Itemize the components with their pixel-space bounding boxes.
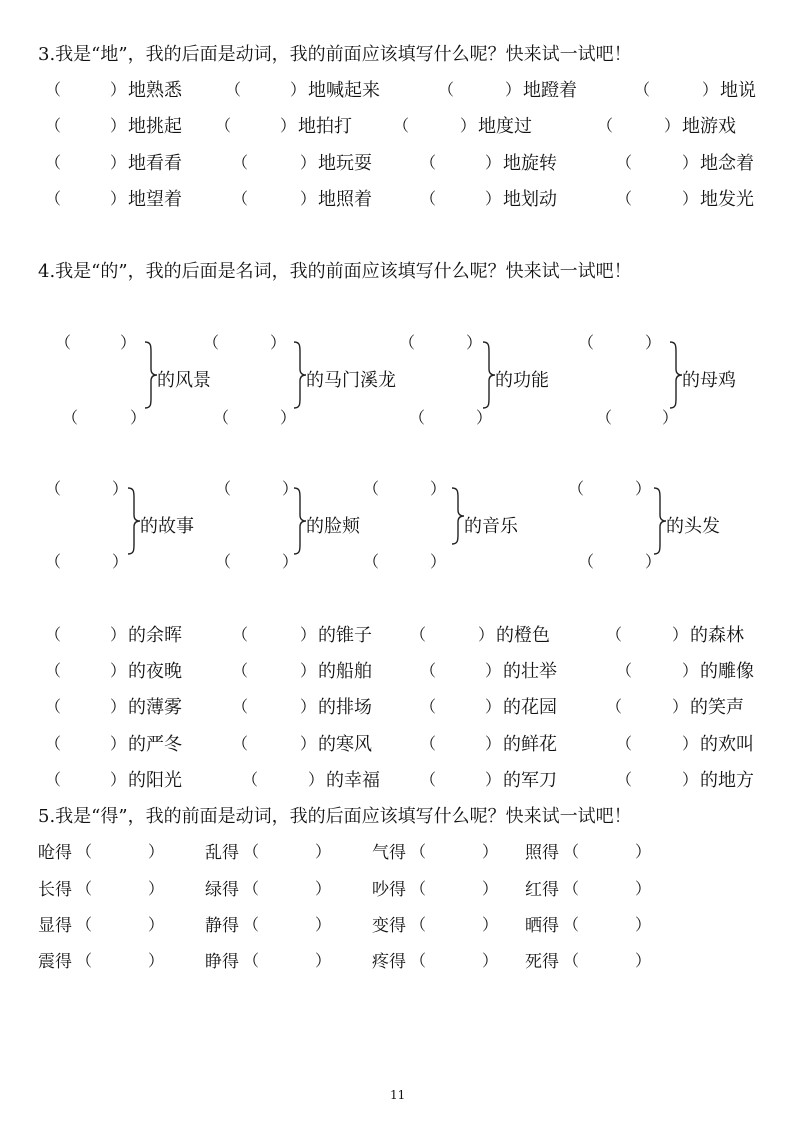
answer-blank[interactable] bbox=[248, 149, 302, 171]
q5-word: 震得 bbox=[38, 952, 72, 972]
blank-close-paren: ） bbox=[702, 80, 719, 99]
answer-blank[interactable] bbox=[612, 405, 664, 427]
answer-blank[interactable] bbox=[581, 875, 633, 897]
blank-close-paren: ） bbox=[282, 552, 299, 571]
blank-close-paren: ） bbox=[682, 153, 699, 172]
q3-word: 地度过 bbox=[478, 116, 532, 137]
blank-close-paren: ） bbox=[130, 408, 147, 427]
blank-open-paren: （ bbox=[563, 915, 580, 934]
answer-blank[interactable] bbox=[78, 405, 132, 427]
blank-close-paren: ） bbox=[672, 697, 689, 716]
blank-open-paren: （ bbox=[409, 408, 426, 427]
answer-blank[interactable] bbox=[622, 621, 674, 643]
blank-open-paren: （ bbox=[410, 842, 427, 861]
q4-word: 的笑声 bbox=[690, 697, 744, 718]
q5-word: 睁得 bbox=[205, 952, 239, 972]
q5-word: 红得 bbox=[525, 880, 559, 900]
blank-close-paren: ） bbox=[282, 479, 299, 498]
answer-blank[interactable] bbox=[61, 112, 112, 134]
answer-blank[interactable] bbox=[622, 693, 674, 715]
answer-blank[interactable] bbox=[61, 730, 112, 752]
answer-blank[interactable] bbox=[231, 476, 284, 498]
blank-open-paren: （ bbox=[45, 479, 62, 498]
blank-open-paren: （ bbox=[232, 189, 249, 208]
answer-blank[interactable] bbox=[454, 76, 507, 98]
blank-open-paren: （ bbox=[215, 552, 232, 571]
answer-blank[interactable] bbox=[632, 766, 684, 788]
answer-blank[interactable] bbox=[94, 875, 146, 897]
answer-blank[interactable] bbox=[61, 549, 114, 571]
blank-open-paren: （ bbox=[420, 153, 437, 172]
blank-close-paren: ） bbox=[110, 116, 127, 135]
blank-close-paren: ） bbox=[315, 879, 332, 898]
blank-close-paren: ） bbox=[148, 842, 165, 861]
blank-close-paren: ） bbox=[290, 80, 307, 99]
blank-close-paren: ） bbox=[315, 842, 332, 861]
q4-word: 的余晖 bbox=[128, 625, 182, 646]
blank-open-paren: （ bbox=[410, 879, 427, 898]
answer-blank[interactable] bbox=[61, 185, 112, 207]
q4-word: 的锥子 bbox=[318, 625, 372, 646]
blank-close-paren: ） bbox=[466, 333, 483, 352]
q3-title: 3.我是“地”，我的后面是动词，我的前面应该填写什么呢？快来试一试吧！ bbox=[38, 44, 632, 65]
q4-word: 的军刀 bbox=[503, 770, 557, 791]
answer-blank[interactable] bbox=[632, 657, 684, 679]
q3-word: 地照着 bbox=[318, 189, 372, 210]
blank-close-paren: ） bbox=[635, 951, 652, 970]
q5-word: 吵得 bbox=[372, 880, 406, 900]
answer-blank[interactable] bbox=[94, 911, 146, 933]
q4-word: 的森林 bbox=[690, 625, 744, 646]
q3-word: 地说 bbox=[720, 80, 756, 101]
answer-blank[interactable] bbox=[61, 149, 112, 171]
answer-blank[interactable] bbox=[241, 76, 292, 98]
blank-close-paren: ） bbox=[112, 552, 129, 571]
answer-blank[interactable] bbox=[61, 621, 112, 643]
blank-open-paren: （ bbox=[243, 842, 260, 861]
blank-open-paren: （ bbox=[45, 734, 62, 753]
blank-open-paren: （ bbox=[215, 116, 232, 135]
answer-blank[interactable] bbox=[650, 76, 704, 98]
answer-blank[interactable] bbox=[379, 549, 432, 571]
blank-open-paren: （ bbox=[563, 879, 580, 898]
blank-open-paren: （ bbox=[616, 189, 633, 208]
blank-close-paren: ） bbox=[148, 915, 165, 934]
q3-word: 地挑起 bbox=[128, 116, 182, 137]
blank-open-paren: （ bbox=[45, 189, 62, 208]
blank-open-paren: （ bbox=[410, 625, 427, 644]
q3-word: 地熟悉 bbox=[128, 80, 182, 101]
q5-word: 照得 bbox=[525, 843, 559, 863]
blank-close-paren: ） bbox=[300, 153, 317, 172]
q5-title: 5.我是“得”，我的前面是动词，我的后面应该填写什么呢？快来试一试吧！ bbox=[38, 806, 632, 827]
blank-open-paren: （ bbox=[45, 552, 62, 571]
blank-close-paren: ） bbox=[110, 189, 127, 208]
answer-blank[interactable] bbox=[258, 766, 310, 788]
answer-blank[interactable] bbox=[436, 730, 487, 752]
blank-open-paren: （ bbox=[616, 153, 633, 172]
blank-open-paren: （ bbox=[242, 770, 259, 789]
blank-close-paren: ） bbox=[635, 479, 652, 498]
q5-word: 死得 bbox=[525, 952, 559, 972]
blank-open-paren: （ bbox=[76, 842, 93, 861]
brace-group-word: 的脸颊 bbox=[306, 516, 360, 537]
q4-word: 的幸福 bbox=[326, 770, 380, 791]
blank-close-paren: ） bbox=[300, 697, 317, 716]
q4-word: 的鲜花 bbox=[503, 734, 557, 755]
blank-open-paren: （ bbox=[243, 879, 260, 898]
brace-group-word: 的音乐 bbox=[464, 516, 518, 537]
blank-close-paren: ） bbox=[485, 661, 502, 680]
blank-close-paren: ） bbox=[300, 661, 317, 680]
q4-word: 的地方 bbox=[700, 770, 754, 791]
blank-open-paren: （ bbox=[410, 915, 427, 934]
blank-close-paren: ） bbox=[682, 770, 699, 789]
q3-word: 地念着 bbox=[700, 153, 754, 174]
answer-blank[interactable] bbox=[436, 766, 487, 788]
blank-close-paren: ） bbox=[110, 625, 127, 644]
blank-close-paren: ） bbox=[300, 625, 317, 644]
blank-open-paren: （ bbox=[203, 333, 220, 352]
blank-close-paren: ） bbox=[308, 770, 325, 789]
blank-close-paren: ） bbox=[485, 153, 502, 172]
answer-blank[interactable] bbox=[409, 112, 462, 134]
answer-blank[interactable] bbox=[581, 947, 633, 969]
blank-close-paren: ） bbox=[485, 189, 502, 208]
blank-open-paren: （ bbox=[616, 770, 633, 789]
q4-word: 的橙色 bbox=[496, 625, 550, 646]
blank-close-paren: ） bbox=[672, 625, 689, 644]
q3-word: 地拍打 bbox=[298, 116, 352, 137]
blank-close-paren: ） bbox=[635, 879, 652, 898]
blank-close-paren: ） bbox=[110, 770, 127, 789]
answer-blank[interactable] bbox=[248, 730, 302, 752]
q3-word: 地望着 bbox=[128, 189, 182, 210]
q4-word: 的阳光 bbox=[128, 770, 182, 791]
blank-open-paren: （ bbox=[578, 552, 595, 571]
blank-close-paren: ） bbox=[482, 915, 499, 934]
answer-blank[interactable] bbox=[379, 476, 432, 498]
q5-word: 晒得 bbox=[525, 916, 559, 936]
answer-blank[interactable] bbox=[632, 149, 684, 171]
answer-blank[interactable] bbox=[584, 476, 637, 498]
q4-word: 的寒风 bbox=[318, 734, 372, 755]
answer-blank[interactable] bbox=[61, 657, 112, 679]
blank-open-paren: （ bbox=[76, 915, 93, 934]
blank-close-paren: ） bbox=[482, 951, 499, 970]
answer-blank[interactable] bbox=[229, 405, 282, 427]
blank-close-paren: ） bbox=[280, 116, 297, 135]
q5-word: 呛得 bbox=[38, 843, 72, 863]
blank-open-paren: （ bbox=[232, 153, 249, 172]
q5-word: 绿得 bbox=[205, 880, 239, 900]
q4-title: 4.我是“的”，我的后面是名词，我的前面应该填写什么呢？快来试一试吧！ bbox=[38, 261, 632, 282]
blank-open-paren: （ bbox=[596, 408, 613, 427]
answer-blank[interactable] bbox=[428, 875, 480, 897]
q3-word: 地划动 bbox=[503, 189, 557, 210]
answer-blank[interactable] bbox=[61, 693, 112, 715]
answer-blank[interactable] bbox=[61, 766, 112, 788]
blank-close-paren: ） bbox=[430, 479, 447, 498]
answer-blank[interactable] bbox=[415, 330, 468, 352]
blank-close-paren: ） bbox=[635, 842, 652, 861]
q4-word: 的花园 bbox=[503, 697, 557, 718]
blank-open-paren: （ bbox=[563, 842, 580, 861]
blank-open-paren: （ bbox=[45, 625, 62, 644]
blank-open-paren: （ bbox=[45, 661, 62, 680]
blank-close-paren: ） bbox=[110, 153, 127, 172]
blank-open-paren: （ bbox=[55, 333, 72, 352]
blank-close-paren: ） bbox=[300, 734, 317, 753]
blank-open-paren: （ bbox=[597, 116, 614, 135]
answer-blank[interactable] bbox=[261, 947, 313, 969]
blank-open-paren: （ bbox=[420, 734, 437, 753]
q5-word: 疼得 bbox=[372, 952, 406, 972]
blank-close-paren: ） bbox=[664, 116, 681, 135]
answer-blank[interactable] bbox=[248, 657, 302, 679]
q4-word: 的严冬 bbox=[128, 734, 182, 755]
brace-group-word: 的母鸡 bbox=[682, 370, 736, 391]
q3-word: 地蹬着 bbox=[523, 80, 577, 101]
answer-blank[interactable] bbox=[248, 693, 302, 715]
blank-close-paren: ） bbox=[682, 734, 699, 753]
answer-blank[interactable] bbox=[436, 657, 487, 679]
blank-open-paren: （ bbox=[578, 333, 595, 352]
answer-blank[interactable] bbox=[261, 838, 313, 860]
blank-open-paren: （ bbox=[616, 734, 633, 753]
blank-open-paren: （ bbox=[393, 116, 410, 135]
blank-open-paren: （ bbox=[45, 80, 62, 99]
blank-open-paren: （ bbox=[243, 951, 260, 970]
blank-open-paren: （ bbox=[616, 661, 633, 680]
blank-close-paren: ） bbox=[482, 842, 499, 861]
q4-word: 的雕像 bbox=[700, 661, 754, 682]
q5-word: 显得 bbox=[38, 916, 72, 936]
blank-close-paren: ） bbox=[482, 879, 499, 898]
brace-group-word: 的功能 bbox=[495, 370, 549, 391]
q4-word: 的夜晚 bbox=[128, 661, 182, 682]
blank-open-paren: （ bbox=[45, 697, 62, 716]
page-number: 11 bbox=[390, 1088, 406, 1102]
q3-word: 地旋转 bbox=[503, 153, 557, 174]
blank-open-paren: （ bbox=[563, 951, 580, 970]
blank-close-paren: ） bbox=[662, 408, 679, 427]
blank-close-paren: ） bbox=[505, 80, 522, 99]
brace-group-word: 的风景 bbox=[157, 370, 211, 391]
q4-word: 的船舶 bbox=[318, 661, 372, 682]
blank-close-paren: ） bbox=[148, 879, 165, 898]
brace-group-word: 的故事 bbox=[140, 516, 194, 537]
blank-open-paren: （ bbox=[606, 625, 623, 644]
blank-open-paren: （ bbox=[45, 153, 62, 172]
blank-open-paren: （ bbox=[420, 661, 437, 680]
blank-open-paren: （ bbox=[76, 879, 93, 898]
blank-close-paren: ） bbox=[280, 408, 297, 427]
q5-word: 乱得 bbox=[205, 843, 239, 863]
blank-open-paren: （ bbox=[76, 951, 93, 970]
q3-word: 地发光 bbox=[700, 189, 754, 210]
blank-close-paren: ） bbox=[645, 552, 662, 571]
blank-close-paren: ） bbox=[682, 189, 699, 208]
blank-close-paren: ） bbox=[120, 333, 137, 352]
blank-close-paren: ） bbox=[270, 333, 287, 352]
blank-close-paren: ） bbox=[645, 333, 662, 352]
q5-word: 气得 bbox=[372, 843, 406, 863]
q3-word: 地游戏 bbox=[682, 116, 736, 137]
answer-blank[interactable] bbox=[248, 621, 302, 643]
q5-word: 静得 bbox=[205, 916, 239, 936]
blank-close-paren: ） bbox=[430, 552, 447, 571]
blank-open-paren: （ bbox=[420, 697, 437, 716]
answer-blank[interactable] bbox=[261, 875, 313, 897]
blank-open-paren: （ bbox=[232, 661, 249, 680]
q4-word: 的排场 bbox=[318, 697, 372, 718]
answer-blank[interactable] bbox=[428, 911, 480, 933]
blank-open-paren: （ bbox=[243, 915, 260, 934]
q3-word: 地喊起来 bbox=[308, 80, 380, 101]
blank-close-paren: ） bbox=[315, 915, 332, 934]
blank-close-paren: ） bbox=[110, 661, 127, 680]
blank-open-paren: （ bbox=[420, 189, 437, 208]
blank-open-paren: （ bbox=[232, 625, 249, 644]
q5-word: 变得 bbox=[372, 916, 406, 936]
blank-close-paren: ） bbox=[110, 734, 127, 753]
brace-group-word: 的马门溪龙 bbox=[306, 370, 396, 391]
answer-blank[interactable] bbox=[94, 947, 146, 969]
blank-open-paren: （ bbox=[420, 770, 437, 789]
blank-open-paren: （ bbox=[215, 479, 232, 498]
blank-open-paren: （ bbox=[634, 80, 651, 99]
blank-close-paren: ） bbox=[110, 697, 127, 716]
answer-blank[interactable] bbox=[61, 476, 114, 498]
brace-group-word: 的头发 bbox=[666, 516, 720, 537]
blank-close-paren: ） bbox=[300, 189, 317, 208]
blank-open-paren: （ bbox=[45, 116, 62, 135]
answer-blank[interactable] bbox=[632, 185, 684, 207]
answer-blank[interactable] bbox=[428, 838, 480, 860]
blank-close-paren: ） bbox=[485, 697, 502, 716]
answer-blank[interactable] bbox=[71, 330, 122, 352]
answer-blank[interactable] bbox=[231, 549, 284, 571]
answer-blank[interactable] bbox=[231, 112, 282, 134]
answer-blank[interactable] bbox=[428, 947, 480, 969]
answer-blank[interactable] bbox=[436, 149, 487, 171]
answer-blank[interactable] bbox=[594, 330, 647, 352]
blank-open-paren: （ bbox=[225, 80, 242, 99]
blank-open-paren: （ bbox=[399, 333, 416, 352]
answer-blank[interactable] bbox=[594, 549, 647, 571]
answer-blank[interactable] bbox=[436, 693, 487, 715]
answer-blank[interactable] bbox=[61, 76, 112, 98]
blank-open-paren: （ bbox=[45, 770, 62, 789]
blank-close-paren: ） bbox=[485, 770, 502, 789]
answer-blank[interactable] bbox=[581, 911, 633, 933]
blank-close-paren: ） bbox=[476, 408, 493, 427]
blank-close-paren: ） bbox=[315, 951, 332, 970]
answer-blank[interactable] bbox=[436, 185, 487, 207]
blank-close-paren: ） bbox=[478, 625, 495, 644]
answer-blank[interactable] bbox=[248, 185, 302, 207]
blank-open-paren: （ bbox=[62, 408, 79, 427]
blank-close-paren: ） bbox=[148, 951, 165, 970]
answer-blank[interactable] bbox=[613, 112, 666, 134]
q4-word: 的薄雾 bbox=[128, 697, 182, 718]
answer-blank[interactable] bbox=[426, 621, 480, 643]
blank-open-paren: （ bbox=[363, 479, 380, 498]
answer-blank[interactable] bbox=[219, 330, 272, 352]
q3-word: 地玩耍 bbox=[318, 153, 372, 174]
blank-open-paren: （ bbox=[606, 697, 623, 716]
blank-close-paren: ） bbox=[110, 80, 127, 99]
answer-blank[interactable] bbox=[581, 838, 633, 860]
blank-open-paren: （ bbox=[232, 734, 249, 753]
blank-close-paren: ） bbox=[485, 734, 502, 753]
answer-blank[interactable] bbox=[632, 730, 684, 752]
q4-word: 的欢叫 bbox=[700, 734, 754, 755]
blank-open-paren: （ bbox=[568, 479, 585, 498]
q4-word: 的壮举 bbox=[503, 661, 557, 682]
blank-close-paren: ） bbox=[460, 116, 477, 135]
answer-blank[interactable] bbox=[425, 405, 478, 427]
blank-open-paren: （ bbox=[232, 697, 249, 716]
blank-open-paren: （ bbox=[410, 951, 427, 970]
blank-close-paren: ） bbox=[682, 661, 699, 680]
answer-blank[interactable] bbox=[261, 911, 313, 933]
q3-word: 地看看 bbox=[128, 153, 182, 174]
answer-blank[interactable] bbox=[94, 838, 146, 860]
blank-open-paren: （ bbox=[213, 408, 230, 427]
blank-open-paren: （ bbox=[438, 80, 455, 99]
blank-close-paren: ） bbox=[635, 915, 652, 934]
blank-close-paren: ） bbox=[112, 479, 129, 498]
q5-word: 长得 bbox=[38, 880, 72, 900]
blank-open-paren: （ bbox=[363, 552, 380, 571]
